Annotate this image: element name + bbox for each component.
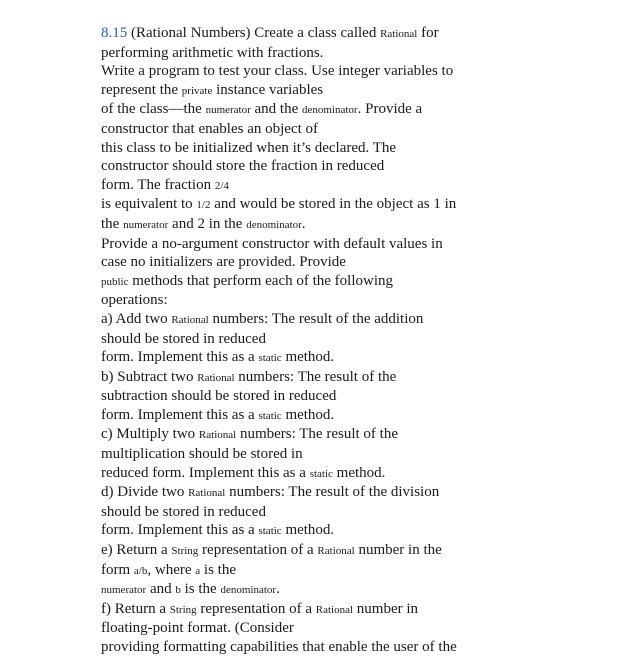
text-segment: floating-point format. (Consider bbox=[101, 620, 294, 637]
text-segment: subtraction should be stored in reduced bbox=[101, 388, 337, 405]
text-segment: form. Implement this as a bbox=[101, 406, 259, 423]
text-line bbox=[101, 253, 501, 272]
text-segment: representation of a bbox=[198, 542, 318, 559]
code-term: String bbox=[171, 545, 199, 558]
text-segment: of the class—the bbox=[101, 101, 206, 118]
code-term: 2/4 bbox=[214, 179, 229, 192]
text-line bbox=[101, 100, 501, 120]
text-segment: is equivalent to bbox=[101, 196, 197, 213]
text-segment: the bbox=[101, 215, 124, 232]
code-term: String bbox=[169, 603, 197, 616]
code-term: Rational bbox=[315, 603, 354, 616]
code-term: static bbox=[258, 525, 282, 538]
text-line bbox=[101, 44, 501, 63]
code-term: Rational bbox=[380, 28, 418, 40]
code-term: numerator bbox=[101, 584, 147, 597]
text-segment: providing formatting capabilities that enable the user of the bbox=[101, 639, 457, 655]
text-line bbox=[101, 81, 501, 101]
text-segment: instance variables bbox=[212, 81, 324, 98]
text-segment: is the bbox=[180, 581, 221, 598]
text-segment: method. bbox=[281, 522, 335, 539]
text-line bbox=[101, 387, 501, 406]
text-segment: form. Implement this as a bbox=[101, 349, 259, 366]
text-line bbox=[101, 406, 501, 426]
text-segment: (Rational Numbers) Create a class called bbox=[127, 25, 381, 41]
code-term: public bbox=[101, 275, 129, 288]
text-segment: constructor that enables an object of bbox=[101, 120, 319, 137]
text-line bbox=[101, 368, 501, 388]
text-segment: . bbox=[276, 581, 280, 598]
text-segment: e) Return a bbox=[101, 542, 172, 559]
code-term: static bbox=[258, 352, 282, 365]
text-line bbox=[101, 521, 501, 541]
text-segment: method. bbox=[332, 464, 386, 481]
text-segment: and 2 in the bbox=[168, 215, 247, 232]
text-line bbox=[101, 503, 501, 522]
text-segment: method. bbox=[281, 406, 335, 423]
code-term: Rational bbox=[171, 313, 209, 326]
text-line bbox=[101, 215, 501, 235]
text-segment: number in bbox=[353, 600, 419, 617]
text-segment: Provide a no-argument constructor with default values in bbox=[101, 235, 443, 252]
code-term: numerator bbox=[123, 218, 169, 231]
text-segment: this class to be initialized when it’s declared. The bbox=[101, 139, 397, 156]
text-segment: numbers: The result of the bbox=[236, 426, 398, 443]
text-segment: c) Multiply two bbox=[101, 426, 199, 443]
code-term: Rational bbox=[197, 371, 235, 384]
text-line bbox=[101, 139, 501, 158]
text-line bbox=[101, 157, 501, 176]
code-term: Rational bbox=[188, 487, 226, 500]
text-line bbox=[101, 235, 501, 254]
text-segment: . Provide a bbox=[357, 101, 423, 118]
code-term: a/b bbox=[133, 564, 148, 577]
code-term: static bbox=[309, 467, 333, 480]
text-line bbox=[101, 62, 501, 81]
text-line bbox=[101, 330, 501, 349]
text-line bbox=[101, 24, 501, 44]
text-line bbox=[101, 291, 501, 310]
text-segment: and would be stored in the object as 1 in bbox=[210, 196, 457, 213]
text-line bbox=[101, 195, 501, 215]
code-term: numerator bbox=[205, 104, 251, 117]
text-segment: numbers: The result of the bbox=[234, 368, 397, 385]
text-segment: form. The fraction bbox=[101, 176, 215, 193]
text-segment: Write a program to test your class. Use integer variables to bbox=[101, 63, 454, 80]
code-term: Rational bbox=[317, 545, 355, 558]
code-term: 1/2 bbox=[196, 199, 211, 212]
text-segment: and bbox=[146, 581, 176, 598]
text-segment: performing arithmetic with fractions. bbox=[101, 44, 324, 61]
text-segment: represent the bbox=[101, 81, 182, 98]
text-segment: form bbox=[101, 561, 134, 578]
text-line bbox=[101, 272, 501, 292]
text-segment: for bbox=[417, 25, 439, 41]
text-line bbox=[101, 561, 501, 581]
text-segment: number in the bbox=[354, 542, 442, 559]
text-segment: a) Add two bbox=[101, 310, 172, 327]
text-line bbox=[101, 120, 501, 139]
text-segment: constructor should store the fraction in reduced bbox=[101, 158, 385, 175]
text-segment: reduced form. Implement this as a bbox=[101, 464, 310, 481]
text-segment: should be stored in reduced bbox=[101, 503, 266, 520]
text-line bbox=[101, 464, 501, 484]
text-segment: . bbox=[301, 215, 306, 232]
code-term: static bbox=[258, 409, 282, 422]
code-term: denominator bbox=[220, 584, 277, 597]
text-line bbox=[101, 425, 501, 445]
text-segment: method. bbox=[281, 349, 335, 366]
text-line bbox=[101, 348, 501, 368]
exercise-text bbox=[101, 24, 501, 657]
text-segment: should be stored in reduced bbox=[101, 330, 266, 347]
text-segment: , where bbox=[147, 561, 196, 578]
text-segment: and the bbox=[250, 101, 302, 118]
text-segment: is the bbox=[200, 561, 237, 578]
text-segment: operations: bbox=[101, 292, 168, 309]
text-line bbox=[101, 176, 501, 196]
text-segment: case no initializers are provided. Provide bbox=[101, 254, 346, 271]
text-segment: multiplication should be stored in bbox=[101, 446, 303, 463]
text-line bbox=[101, 580, 501, 600]
text-line bbox=[101, 638, 501, 657]
code-term: b bbox=[175, 584, 181, 597]
text-segment: b) Subtract two bbox=[101, 368, 198, 385]
text-line bbox=[101, 541, 501, 561]
text-line bbox=[101, 619, 501, 638]
code-term: private bbox=[181, 84, 213, 97]
text-line bbox=[101, 310, 501, 330]
code-term: Rational bbox=[198, 429, 237, 442]
code-term: denominator bbox=[246, 218, 302, 231]
text-segment: numbers: The result of the addition bbox=[208, 310, 424, 327]
text-line bbox=[101, 445, 501, 464]
code-term: a bbox=[195, 564, 201, 577]
text-segment: form. Implement this as a bbox=[101, 522, 259, 539]
text-line bbox=[101, 600, 501, 620]
text-segment: representation of a bbox=[196, 600, 316, 617]
text-segment: f) Return a bbox=[101, 600, 170, 617]
text-line bbox=[101, 483, 501, 503]
text-segment: numbers: The result of the division bbox=[225, 484, 440, 501]
exercise-number: 8.15 bbox=[101, 25, 128, 41]
text-segment: methods that perform each of the following bbox=[128, 272, 394, 289]
code-term: denominator bbox=[302, 104, 358, 117]
text-segment: d) Divide two bbox=[101, 484, 189, 501]
